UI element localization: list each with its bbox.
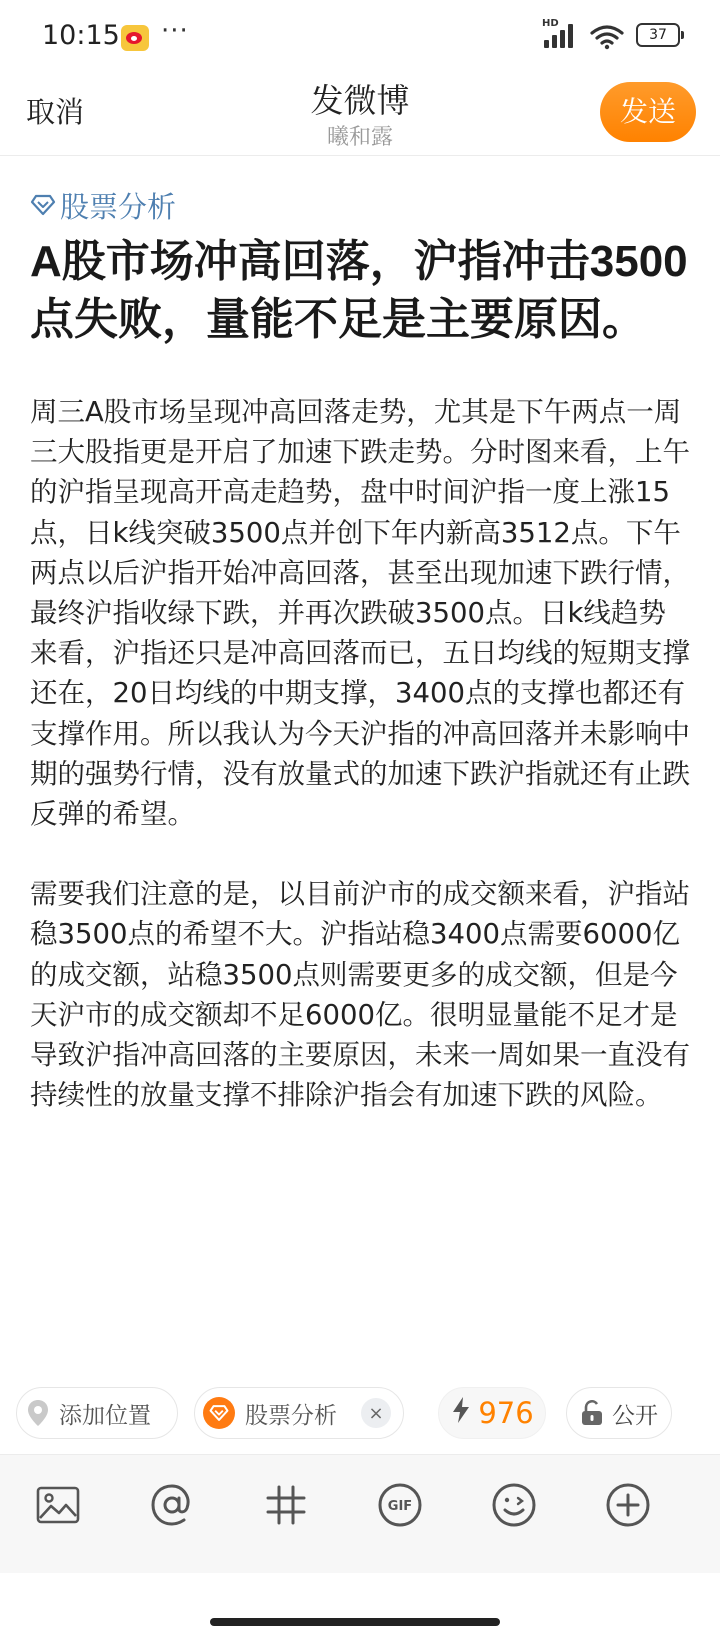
char-count: 976	[478, 1396, 534, 1430]
wifi-icon	[590, 24, 624, 50]
signal-hd-label: HD	[542, 18, 559, 29]
weibo-icon	[121, 25, 149, 51]
compose-content[interactable]	[30, 185, 690, 1115]
post-paragraph[interactable]: 周三A股市场呈现冲高回落走势，尤其是下午两点一周三大股指更是开启了加速下跌走势。分时图来看，上午的沪指呈现高开高走趋势，盘中时间沪指一度上涨15点，日k线突破3500点并创下年内新高3512点。下午两点以后沪指开始冲高回落，甚至出现加速下跌行情，最终沪指收绿下跌，并再次跌破3500点。日k线趋势来看，沪指还只是冲高回落而已，五日均线的短期支撑还在，20日均线的中期支撑，3400点的支撑也都还有支撑作用。所以我认为今天沪指的冲高回落并未影响中期的强势行情，没有放量式的加速下跌沪指就还有止跌反弹的希望。	[30, 396, 690, 831]
unlock-icon	[580, 1400, 604, 1426]
status-icons	[542, 20, 680, 50]
add-location-button[interactable]	[16, 1387, 178, 1439]
remove-topic-button[interactable]: ×	[361, 1398, 391, 1428]
location-pin-icon	[27, 1399, 49, 1427]
compose-toolbar	[0, 1454, 720, 1573]
topic-tag[interactable]	[30, 185, 690, 225]
mention-icon[interactable]	[144, 1477, 200, 1533]
battery-level: 37	[649, 27, 667, 43]
battery-icon	[636, 23, 680, 47]
hashtag-icon[interactable]	[258, 1477, 314, 1533]
page-title: 发微博	[310, 81, 410, 120]
status-time: 10:15	[42, 20, 120, 51]
more-dots-icon: ···	[161, 16, 189, 46]
cancel-button[interactable]: 取消	[26, 95, 85, 129]
add-location-label: 添加位置	[59, 1402, 151, 1429]
post-title[interactable]: A股市场冲高回落，沪指冲击3500点失败，量能不足是主要原因。	[30, 237, 688, 344]
username-label: 曦和露	[326, 125, 393, 150]
emoji-icon[interactable]	[486, 1477, 542, 1533]
topic-tag-label: 股票分析	[60, 189, 177, 224]
visibility-button[interactable]	[566, 1387, 672, 1439]
diamond-icon	[30, 194, 56, 216]
compose-header	[0, 70, 720, 156]
plus-icon[interactable]	[600, 1477, 656, 1533]
visibility-label: 公开	[612, 1402, 658, 1429]
signal-icon	[542, 20, 578, 50]
image-icon[interactable]	[30, 1477, 86, 1533]
topic-chip-label: 股票分析	[245, 1402, 337, 1429]
post-paragraph[interactable]: 需要我们注意的是，以目前沪市的成交额来看，沪指站稳3500点的希望不大。沪指站稳3400点需要6000亿的成交额，站稳3500点则需要更多的成交额，但是今天沪市的成交额却不足6000亿。很明显量能不足才是导致沪指冲高回落的主要原因，未来一周如果一直没有持续性的放量支撑不排除沪指会有加速下跌的风险。	[30, 878, 690, 1112]
topic-chip[interactable]	[194, 1387, 404, 1439]
send-button[interactable]: 发送	[600, 82, 696, 142]
lightning-icon	[450, 1396, 472, 1430]
home-indicator[interactable]	[210, 1618, 500, 1626]
attachment-chips	[0, 1383, 720, 1443]
status-bar	[0, 0, 720, 70]
svg-text:GIF: GIF	[387, 1499, 413, 1514]
char-count-chip[interactable]	[438, 1387, 546, 1439]
diamond-icon	[203, 1397, 235, 1429]
gif-icon[interactable]	[372, 1477, 428, 1533]
